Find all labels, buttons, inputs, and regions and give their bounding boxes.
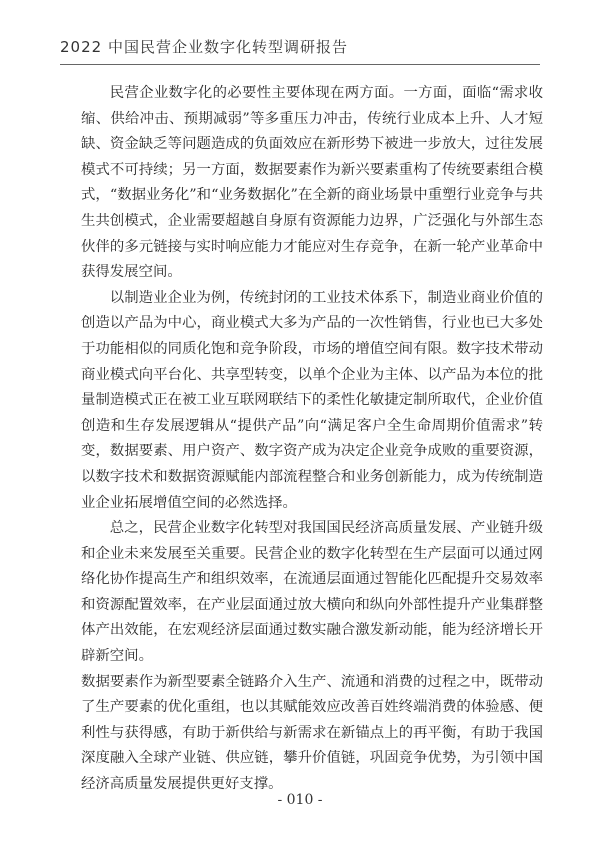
paragraph-conclusion: 总之，民营企业数字化转型对我国国民经济高质量发展、产业链升级和企业未来发展至关重要。民营企业的数字化转型在生产层面可以通过网络化协作提高生产和组织效率，在流通层面通过智能化匹配提升交易效率和资源配置效率，在产业层面通过放大横向和纵向外部性提升产业集群整体产出效能，在宏观经济层面通过数实融合激发新动能，能为经济增长开辟新空间。 [81,520,543,665]
header-divider [60,64,540,65]
page-number: - 010 - [277,792,323,808]
running-header: 2022 中国民营企业数字化转型调研报告 [60,38,348,56]
paragraph-data-elements: 数据要素作为新型要素全链路介入生产、流通和消费的过程之中，既带动了生产要素的优化重组，也以其赋能效应改善百姓终端消费的体验感、便利性与获得感，有助于新供给与新需求在新锚点上的再平衡，有助于我国深度融入全球产业链、供应链，攀升价值链，巩固竞争优势，为引领中国经济高质量发展提供更好支撑。 [81,673,543,793]
paragraph-manufacturing-example: 以制造业企业为例，传统封闭的工业技术体系下，制造业商业价值的创造以产品为中心，商业模式大多为产品的一次性销售，行业也已大多处于功能相似的同质化饱和竞争阶段，市场的增值空间有限。数字技术带动商业模式向平台化、共享型转变，以单个企业为主体、以产品为本位的批量制造模式正在被工业互联网联结下的柔性化敏捷定制所取代，企业价值创造和生存发展逻辑从“提供产品”向“满足客户全生命周期价值需求”转变，数据要素、用户资产、数字资产成为决定企业竞争成败的重要资源，以数字技术和数据资源赋能内部流程整合和业务创新能力，成为传统制造业企业拓展增值空间的必然选择。 [81,289,543,511]
body-text [81,81,543,798]
paragraph-necessity: 民营企业数字化的必要性主要体现在两方面。一方面，面临“需求收缩、供给冲击、预期减弱”等多重压力冲击，传统行业成本上升、人才短缺、资金缺乏等问题造成的负面效应在新形势下被进一步放大，过往发展模式不可持续；另一方面，数据要素作为新兴要素重构了传统要素组合模式，“数据业务化”和“业务数据化”在全新的商业场景中重塑行业竞争与共生共创模式，企业需要超越自身原有资源能力边界，广泛强化与外部生态伙伴的多元链接与实时响应能力才能应对生存竞争，在新一轮产业革命中获得发展空间。 [81,85,543,281]
